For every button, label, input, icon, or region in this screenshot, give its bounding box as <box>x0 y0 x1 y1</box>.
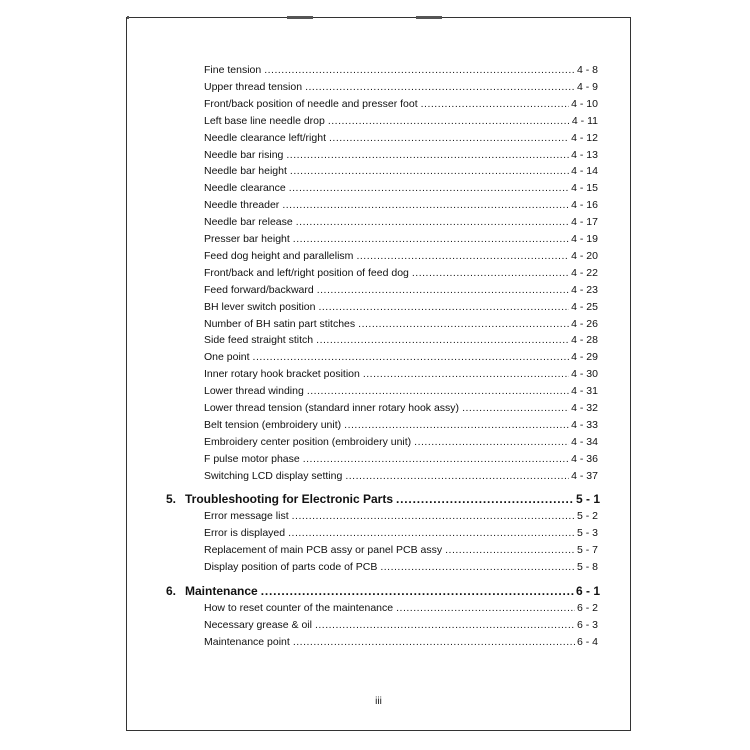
toc-leader-dots <box>396 492 574 506</box>
page-top-mark <box>127 16 129 19</box>
toc-entry-title: How to reset counter of the maintenance <box>204 602 394 614</box>
toc-entry-title: Needle clearance left/right <box>204 131 326 144</box>
toc-entry <box>204 284 598 296</box>
toc-entry <box>204 419 598 431</box>
toc-entry <box>204 368 598 380</box>
toc-leader-dots <box>380 561 575 573</box>
toc-entry <box>204 619 598 631</box>
toc-entry <box>204 233 598 245</box>
toc-entry-title: Needle bar height <box>204 165 287 178</box>
toc-entry-page: 6 - 3 <box>576 618 598 631</box>
toc-leader-dots <box>253 351 570 363</box>
toc-entry-title: Side feed straight stitch <box>204 334 314 347</box>
toc-leader-dots <box>462 402 569 414</box>
toc-entry-page: 4 - 29 <box>571 351 598 364</box>
toc-entry <box>204 250 598 262</box>
toc-leader-dots <box>290 165 569 177</box>
page-top-mark <box>416 16 442 19</box>
toc-entry-title: Switching LCD display setting <box>204 469 343 482</box>
toc-entry-title: Needle clearance <box>204 182 286 195</box>
toc-entry-page: 5 - 3 <box>576 526 598 539</box>
toc-entry-page: 4 - 36 <box>571 452 598 465</box>
toc-entry <box>204 199 598 211</box>
toc-entry-page: 5 - 8 <box>576 560 598 573</box>
toc-entry-page: 4 - 33 <box>571 418 598 431</box>
toc-section-heading <box>166 584 600 598</box>
toc-entry <box>204 544 598 556</box>
toc-section-title: Maintenance <box>185 584 258 598</box>
toc-entry <box>204 98 598 110</box>
toc-leader-dots <box>305 81 575 93</box>
toc-entry <box>204 182 598 194</box>
toc-entry-title: Needle bar release <box>204 216 293 229</box>
toc-entry-page: 6 - 2 <box>576 602 598 614</box>
toc-entry-title: Fine tension <box>204 64 262 76</box>
toc-leader-dots <box>289 182 569 194</box>
toc-entry-title: F pulse motor phase <box>204 452 300 465</box>
toc-entry <box>204 318 598 330</box>
toc-entry <box>204 267 598 279</box>
toc-leader-dots <box>282 199 569 211</box>
toc-entry <box>204 402 598 414</box>
page-number: iii <box>375 696 382 707</box>
toc-entry-title: Lower thread winding <box>204 385 304 398</box>
toc-entry-page: 4 - 30 <box>571 368 598 381</box>
toc-entry <box>204 81 598 93</box>
toc-leader-dots <box>356 250 569 262</box>
toc-section-heading <box>166 492 600 506</box>
toc-entry <box>204 301 598 313</box>
toc-entry-title: Left base line needle drop <box>204 114 325 127</box>
toc-leader-dots <box>345 470 569 482</box>
toc-entry <box>204 561 598 573</box>
toc-leader-dots <box>286 149 569 161</box>
toc-leader-dots <box>421 98 570 110</box>
toc-entry-page: 6 - 4 <box>576 635 598 648</box>
toc-entry-title: Replacement of main PCB assy or panel PCB assy <box>204 543 443 556</box>
toc-entry-page: 4 - 11 <box>571 114 598 127</box>
toc-entry <box>204 385 598 397</box>
toc-entry-title: Belt tension (embroidery unit) <box>204 418 342 431</box>
toc-leader-dots <box>293 233 569 245</box>
toc-entry <box>204 436 598 448</box>
toc-entry-title: Upper thread tension <box>204 80 303 93</box>
toc-entry-title: BH lever switch position <box>204 300 316 313</box>
toc-entry-page: 4 - 8 <box>576 64 598 76</box>
toc-leader-dots <box>292 510 575 522</box>
toc-entry-page: 4 - 22 <box>571 266 598 279</box>
toc-entry-title: Needle bar rising <box>204 148 284 161</box>
toc-leader-dots <box>261 584 574 598</box>
toc-leader-dots <box>316 334 569 346</box>
toc-entry <box>204 115 598 127</box>
toc-entry-title: One point <box>204 351 250 364</box>
toc-entry <box>204 334 598 346</box>
toc-entry-page: 4 - 19 <box>571 233 598 245</box>
toc-entry-title: Feed forward/backward <box>204 283 314 296</box>
toc-entry-page: 4 - 23 <box>571 283 598 296</box>
toc-entry <box>204 602 598 614</box>
toc-entry <box>204 351 598 363</box>
toc-entry-page: 4 - 20 <box>571 249 598 262</box>
toc-entry-title: Number of BH satin part stitches <box>204 317 356 330</box>
toc-leader-dots <box>412 267 569 279</box>
toc-leader-dots <box>328 115 570 127</box>
toc-entry-page: 4 - 10 <box>571 97 598 110</box>
toc-entry-title: Feed dog height and parallelism <box>204 249 354 262</box>
toc-leader-dots <box>307 385 569 397</box>
toc-entry-title: Necessary grease & oil <box>204 618 312 631</box>
document-page <box>126 17 631 731</box>
toc-entry <box>204 149 598 161</box>
toc-leader-dots <box>329 132 569 144</box>
toc-leader-dots <box>317 284 569 296</box>
toc-entry-title: Maintenance point <box>204 635 290 648</box>
toc-leader-dots <box>293 636 575 648</box>
toc-entry <box>204 636 598 648</box>
toc-section-title: Troubleshooting for Electronic Parts <box>185 492 394 506</box>
toc-leader-dots <box>414 436 569 448</box>
toc-entry-page: 4 - 17 <box>571 216 598 229</box>
toc-entry <box>204 64 598 76</box>
toc-section-number: 5. <box>166 492 177 506</box>
toc-leader-dots <box>296 216 569 228</box>
toc-entry <box>204 165 598 177</box>
toc-leader-dots <box>445 544 575 556</box>
toc-entry <box>204 132 598 144</box>
toc-entry <box>204 453 598 465</box>
toc-leader-dots <box>264 64 575 76</box>
toc-entry-page: 5 - 2 <box>576 510 598 522</box>
toc-leader-dots <box>318 301 569 313</box>
toc-entry-title: Front/back position of needle and presser foot <box>204 97 418 110</box>
toc-section-page: 6 - 1 <box>575 584 600 598</box>
toc-entry <box>204 510 598 522</box>
toc-entry-page: 4 - 13 <box>571 148 598 161</box>
toc-entry <box>204 527 598 539</box>
toc-entry-page: 4 - 26 <box>571 317 598 330</box>
toc-entry-title: Error is displayed <box>204 526 286 539</box>
toc-entry-title: Error message list <box>204 510 289 522</box>
toc-entry-title: Presser bar height <box>204 233 290 245</box>
toc-leader-dots <box>396 602 575 614</box>
toc-entry-page: 4 - 9 <box>576 80 598 93</box>
toc-entry-title: Front/back and left/right position of feed dog <box>204 266 409 279</box>
toc-entry-page: 4 - 12 <box>571 131 598 144</box>
toc-entry-page: 4 - 25 <box>571 300 598 313</box>
toc-entry <box>204 470 598 482</box>
toc-entry-title: Lower thread tension (standard inner rotary hook assy) <box>204 402 460 414</box>
toc-section-number: 6. <box>166 584 177 598</box>
toc-leader-dots <box>315 619 575 631</box>
toc-entry-page: 4 - 34 <box>571 435 598 448</box>
page-top-mark <box>287 16 313 19</box>
toc-leader-dots <box>344 419 569 431</box>
toc-entry-page: 4 - 32 <box>571 402 598 414</box>
toc-entry <box>204 216 598 228</box>
toc-leader-dots <box>363 368 569 380</box>
toc-entry-page: 5 - 7 <box>576 543 598 556</box>
toc-entry-page: 4 - 15 <box>571 182 598 195</box>
toc-entry-page: 4 - 16 <box>571 199 598 212</box>
toc-entry-title: Inner rotary hook bracket position <box>204 368 360 381</box>
toc-section-page: 5 - 1 <box>575 492 600 506</box>
toc-entry-title: Display position of parts code of PCB <box>204 560 378 573</box>
toc-entry-title: Embroidery center position (embroidery unit) <box>204 435 412 448</box>
toc-entry-page: 4 - 31 <box>571 385 598 398</box>
toc-entry-page: 4 - 37 <box>571 469 598 482</box>
toc-leader-dots <box>288 527 575 539</box>
toc-entry-page: 4 - 14 <box>571 165 598 178</box>
toc-leader-dots <box>358 318 569 330</box>
toc-entry-page: 4 - 28 <box>571 334 598 347</box>
toc-leader-dots <box>303 453 569 465</box>
toc-entry-title: Needle threader <box>204 199 280 212</box>
